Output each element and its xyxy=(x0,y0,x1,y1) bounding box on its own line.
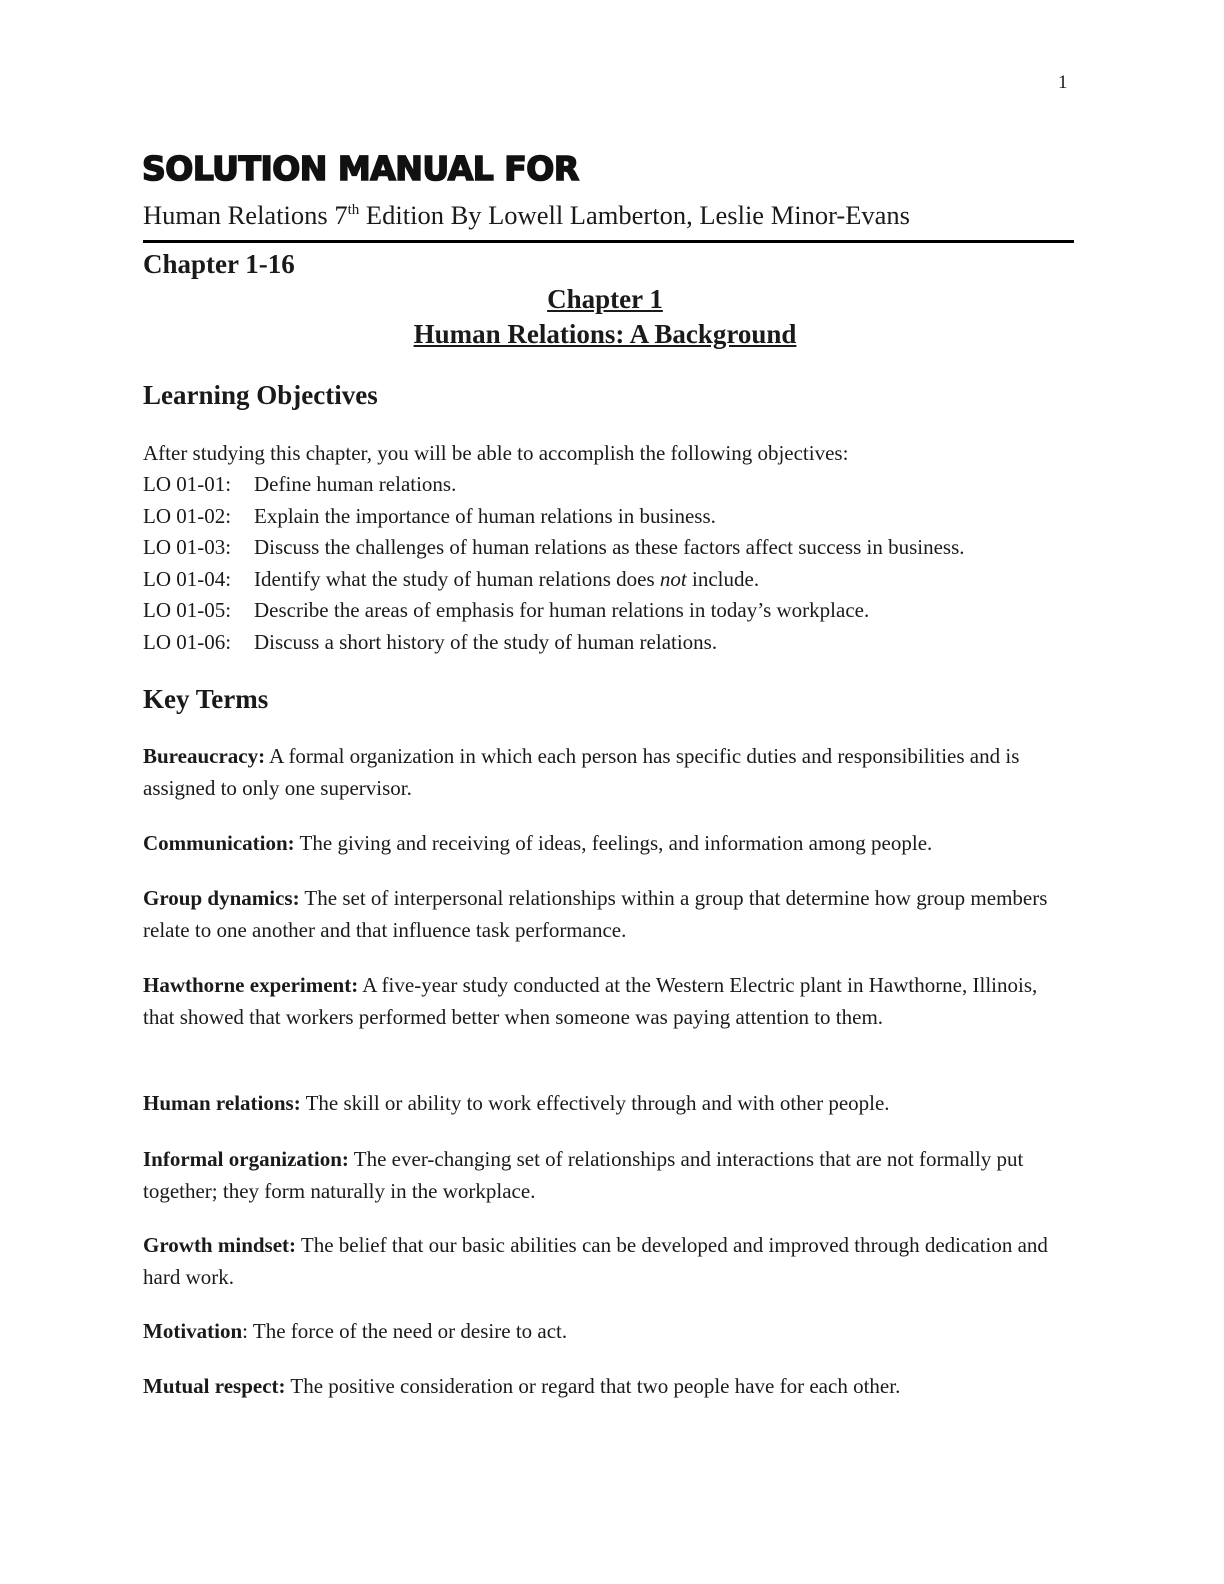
key-term-entry xyxy=(143,1371,1073,1403)
key-term-entry xyxy=(143,828,1073,860)
objective-emphasis: not xyxy=(659,566,687,591)
objective-code: LO 01-03: xyxy=(143,535,232,559)
term-definition: The belief that our basic abilities can be developed and improved through dedication and hard work. xyxy=(143,1233,1048,1289)
objective-item xyxy=(143,469,965,501)
key-term-entry xyxy=(143,1144,1073,1207)
term-definition: The ever-changing set of relationships and interactions that are not formally put together; they form naturally in the workplace. xyxy=(143,1147,1024,1203)
term-name: Hawthorne experiment: xyxy=(143,973,359,997)
header-rule xyxy=(143,240,1074,243)
objective-code: LO 01-05: xyxy=(143,598,232,622)
book-subtitle xyxy=(143,200,910,232)
key-term-entry xyxy=(143,970,1073,1033)
term-definition: A five-year study conducted at the Western Electric plant in Hawthorne, Illinois, that showed that workers performed better when someone was paying attention to them. xyxy=(143,973,1038,1029)
key-terms-heading: Key Terms xyxy=(143,684,269,714)
term-definition: A formal organization in which each person has specific duties and responsibilities and is assigned to only one supervisor. xyxy=(143,744,1020,800)
objective-text-start: Identify what the study of human relations does xyxy=(254,566,660,591)
term-definition: The positive consideration or regard that two people have for each other. xyxy=(285,1374,901,1398)
objective-text: Discuss a short history of the study of human relations. xyxy=(254,629,718,654)
term-definition: : The force of the need or desire to act. xyxy=(242,1319,568,1343)
key-term-entry xyxy=(143,883,1073,946)
term-name: Bureaucracy: xyxy=(143,744,266,768)
key-term-entry xyxy=(143,1088,1073,1120)
objective-code: LO 01-01: xyxy=(143,472,232,496)
subtitle-authors: Edition By Lowell Lamberton, Leslie Minor-Evans xyxy=(359,200,910,230)
page-number: 1 xyxy=(1058,72,1068,93)
subtitle-text: Human Relations 7 xyxy=(143,200,348,230)
manual-title: SOLUTION MANUAL FOR xyxy=(142,149,579,188)
term-definition: The skill or ability to work effectively through and with other people. xyxy=(300,1091,890,1115)
objectives-intro: After studying this chapter, you will be able to accomplish the following objectives: xyxy=(143,441,849,465)
term-name: Communication: xyxy=(143,831,295,855)
chapter-range: Chapter 1-16 xyxy=(143,249,295,279)
term-definition: The giving and receiving of ideas, feelings, and information among people. xyxy=(294,831,933,855)
objective-item xyxy=(143,501,965,533)
objective-item xyxy=(143,627,965,659)
term-name: Growth mindset: xyxy=(143,1233,297,1257)
objective-text-end: include. xyxy=(686,566,760,591)
learning-objectives-heading: Learning Objectives xyxy=(143,380,378,410)
key-term-entry xyxy=(143,741,1073,804)
objective-text: Discuss the challenges of human relations as these factors affect success in business. xyxy=(254,535,965,559)
chapter-label: Chapter 1 xyxy=(547,284,663,314)
objective-item xyxy=(143,564,965,596)
term-definition: The set of interpersonal relationships within a group that determine how group members relate to one another and that influence task performance. xyxy=(143,886,1048,942)
objective-text: Explain the importance of human relations in business. xyxy=(254,503,716,528)
chapter-title: Human Relations: A Background xyxy=(413,319,797,349)
objectives-list xyxy=(143,469,965,658)
term-name: Motivation xyxy=(143,1319,243,1343)
key-term-entry xyxy=(143,1316,1073,1348)
term-name: Informal organization: xyxy=(143,1147,349,1171)
objective-code: LO 01-06: xyxy=(143,629,232,654)
key-term-entry xyxy=(143,1230,1073,1293)
term-name: Mutual respect: xyxy=(143,1374,286,1398)
term-name: Human relations: xyxy=(143,1091,301,1115)
objective-item xyxy=(143,532,965,564)
objective-text: Define human relations. xyxy=(254,472,457,496)
term-name: Group dynamics: xyxy=(143,886,300,910)
objective-code: LO 01-02: xyxy=(143,503,232,528)
objective-item xyxy=(143,595,965,627)
objective-code: LO 01-04: xyxy=(143,566,232,591)
objective-text: Describe the areas of emphasis for human relations in today’s workplace. xyxy=(254,598,870,622)
edition-superscript: th xyxy=(347,202,360,219)
